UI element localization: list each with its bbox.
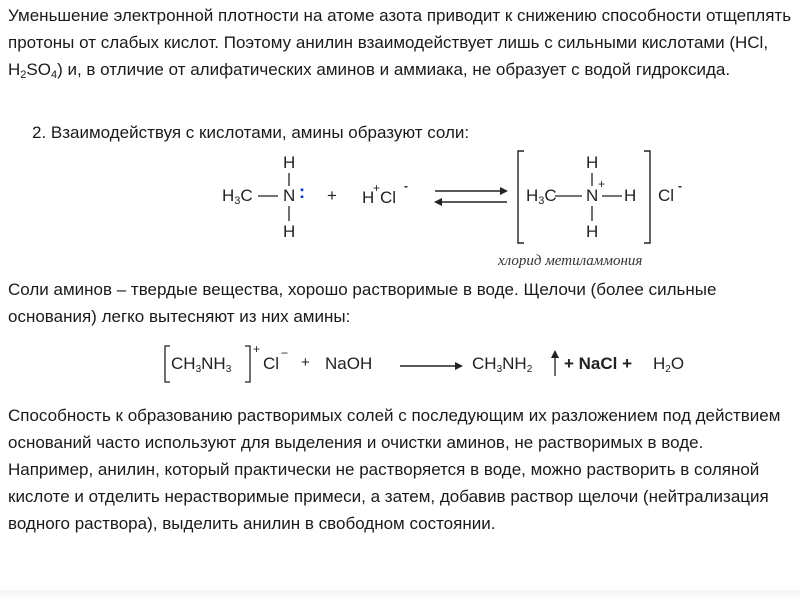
h3c-right-h: H: [526, 186, 539, 205]
lone-pair-dots: :: [299, 182, 305, 202]
naoh: NaOH: [325, 354, 373, 373]
forward-arrowhead: [500, 187, 508, 195]
n-right-charge: +: [598, 177, 606, 191]
h3c-left-sub: 3: [234, 195, 241, 207]
intro-text-a: Уменьшение электронной плотности на атоме азота приводит к снижению способности отщеплять протоны от слабых кислот. Поэтому анилин взаимодействует лишь с сильными кислотами (HCl, H: [8, 6, 792, 79]
h3c-right: [526, 187, 557, 210]
prod-sub2: 2: [526, 364, 533, 375]
intro-text-c: ) и, в отличие от алифатических аминов и аммиака, не образует с водой гидроксида.: [57, 60, 731, 79]
hcl-minus-charge: -: [404, 179, 408, 193]
plus-sign: +: [327, 186, 337, 205]
h3c-left: [222, 187, 253, 210]
left-bracket: [518, 151, 524, 243]
h3c-right-sub: 3: [538, 195, 545, 207]
h3c-left-h: H: [222, 186, 235, 205]
h-bottom-right: H: [586, 222, 599, 241]
h-bottom-left: H: [283, 222, 296, 241]
water-o: O: [670, 354, 685, 373]
salt-sub2: 3: [225, 364, 232, 375]
n-left: N: [283, 186, 296, 205]
water-sub: 2: [665, 364, 671, 375]
hcl-cl: Cl: [380, 188, 397, 207]
paragraph-intro: [8, 2, 792, 89]
paragraph-amine-salts: Соли аминов – твердые вещества, хорошо растворимые в воде. Щелочи (более сильные основания) легко вытесняют из них амины:: [8, 280, 717, 326]
hcl-plus-charge: +: [373, 181, 381, 195]
salt-ch: CH: [171, 354, 196, 373]
salt-right-bracket: [245, 346, 250, 382]
water: [653, 354, 684, 375]
h3c-left-c: C: [240, 186, 253, 205]
bottom-band: [0, 590, 800, 600]
plus-one: +: [301, 354, 310, 371]
paragraph-salts-heading: 2. Взаимодействуя с кислотами, амины образуют соли:: [32, 123, 470, 142]
prod-nh: NH: [502, 354, 527, 373]
prod-sub1: 3: [496, 364, 503, 375]
n-right: N: [586, 186, 599, 205]
h-top-right: H: [586, 153, 599, 172]
salt-left-bracket: [165, 346, 170, 382]
paragraph-purification: Способность к образованию растворимых солей с последующим их разложением под действием оснований часто используют для выделения и очистки аминов, не растворимых в воде. Например, анилин, который практически не растворяется в воде, можно растворить в соляной кислоте и отделить нерастворимые примеси, а затем, добавив раствор щелочи (нейтрализация водного раствора), выделить анилин в свободном состоянии.: [8, 406, 781, 533]
salt-nh: NH: [201, 354, 226, 373]
hcl-h: H: [362, 188, 375, 207]
salt-cl: Cl: [263, 354, 280, 373]
salt-sub1: 3: [195, 364, 202, 375]
caption-methylammonium-chloride: хлорид метиламмония: [498, 253, 643, 269]
gas-arrowhead: [551, 350, 559, 358]
right-bracket: [644, 151, 650, 243]
intro-sub-2: 4: [50, 69, 58, 81]
prod-ch: CH: [472, 354, 497, 373]
intro-text-b: SO: [26, 60, 51, 79]
h-right: H: [624, 186, 637, 205]
water-h: H: [653, 354, 666, 373]
h-top-left: H: [283, 153, 296, 172]
plus-nacl: + NaCl +: [564, 354, 633, 373]
intro-sub-1: 2: [20, 69, 27, 81]
salt-charge: +: [253, 342, 261, 356]
cl-right-charge: -: [678, 179, 682, 193]
reverse-arrowhead: [434, 198, 442, 206]
reaction-arrowhead: [455, 362, 463, 370]
salt-formula: [171, 354, 231, 375]
equation-amine-hcl: [210, 145, 690, 275]
cl-right: Cl: [658, 186, 675, 205]
salt-cl-charge: −: [281, 346, 289, 360]
h3c-right-c: C: [544, 186, 557, 205]
equation-salt-naoh: [150, 340, 710, 390]
product-amine: [472, 354, 532, 375]
